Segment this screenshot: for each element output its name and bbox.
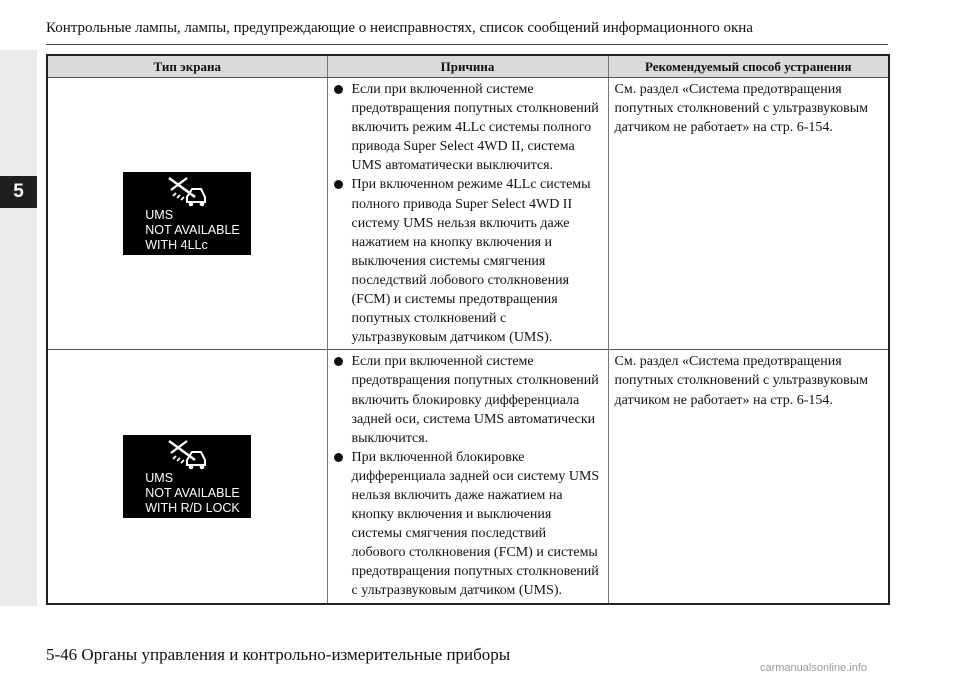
- list-item: [334, 448, 604, 601]
- screen-line: WITH R/D LOCK: [145, 500, 240, 515]
- bullet-icon: [334, 453, 343, 462]
- list-item: [334, 352, 604, 447]
- chapter-tab: 5: [0, 176, 37, 208]
- table-row: [47, 78, 889, 350]
- screen-line: WITH 4LLc: [145, 238, 208, 253]
- display-screen: [123, 172, 251, 255]
- remedy-cell: См. раздел «Система предотвращения попутных столкновений с ультразвуковым датчиком не работает» на стр. 6-154.: [608, 78, 889, 350]
- bullet-icon: [334, 85, 343, 94]
- list-item: [334, 80, 604, 175]
- page-footer: 5-46 Органы управления и контрольно-измерительные приборы: [46, 645, 511, 664]
- screen-message: [145, 208, 240, 253]
- screen-line: UMS: [145, 208, 174, 223]
- bullet-icon: [334, 357, 343, 366]
- display-screen: [123, 435, 251, 518]
- column-header-cause: Причина: [327, 55, 608, 78]
- message-table: [46, 54, 890, 605]
- cause-list: [334, 80, 604, 347]
- page-header-title: Контрольные лампы, лампы, предупреждающие о неисправностях, список сообщений информационного окна: [46, 20, 753, 36]
- screen-cell: [47, 78, 327, 350]
- screen-message: [145, 471, 240, 516]
- header-rule: [46, 44, 888, 45]
- column-header-screen-type: Тип экрана: [47, 55, 327, 78]
- screen-cell: [47, 350, 327, 604]
- column-header-remedy: Рекомендуемый способ устранения: [608, 55, 889, 78]
- table-header-row: [47, 55, 889, 78]
- screen-line: NOT AVAILABLE: [145, 223, 240, 238]
- screen-line: NOT AVAILABLE: [145, 485, 240, 500]
- list-item: [334, 175, 604, 347]
- bullet-icon: [334, 180, 343, 189]
- screen-line: UMS: [145, 470, 174, 485]
- watermark: carmanualsonline.info: [760, 662, 868, 674]
- cause-text: При включенной блокировке дифференциала задней оси систему UMS нельзя включить даже нажатием на кнопку включения и выключения системы смягчения последствий лобового столкновения (FCM) и системы предотвращения попутных столкновений с ультразвуковым датчиком (UMS).: [351, 449, 600, 599]
- cause-cell: [327, 78, 608, 350]
- cause-cell: [327, 350, 608, 604]
- cause-text: Если при включенной системе предотвращения попутных столкновений включить режим 4LLc системы полного привода Super Select 4WD II, система UMS автоматически выключится.: [351, 82, 599, 174]
- ums-off-icon: [165, 438, 209, 470]
- remedy-cell: См. раздел «Система предотвращения попутных столкновений с ультразвуковым датчиком не работает» на стр. 6-154.: [608, 350, 889, 604]
- side-strip: [0, 50, 37, 606]
- cause-text: При включенном режиме 4LLc системы полного привода Super Select 4WD II систему UMS нельзя включить даже нажатием на кнопку включения и выключения системы смягчения последствий лобового столкновения (FCM) и системы предотвращения попутных столкновений с ультразвуковым датчиком (UMS).: [351, 177, 591, 346]
- cause-text: Если при включенной системе предотвращения попутных столкновений включить блокировку дифференциала задней оси, система UMS автоматически выключится.: [351, 354, 599, 446]
- cause-list: [334, 352, 604, 600]
- table-row: [47, 350, 889, 604]
- ums-off-icon: [165, 175, 209, 207]
